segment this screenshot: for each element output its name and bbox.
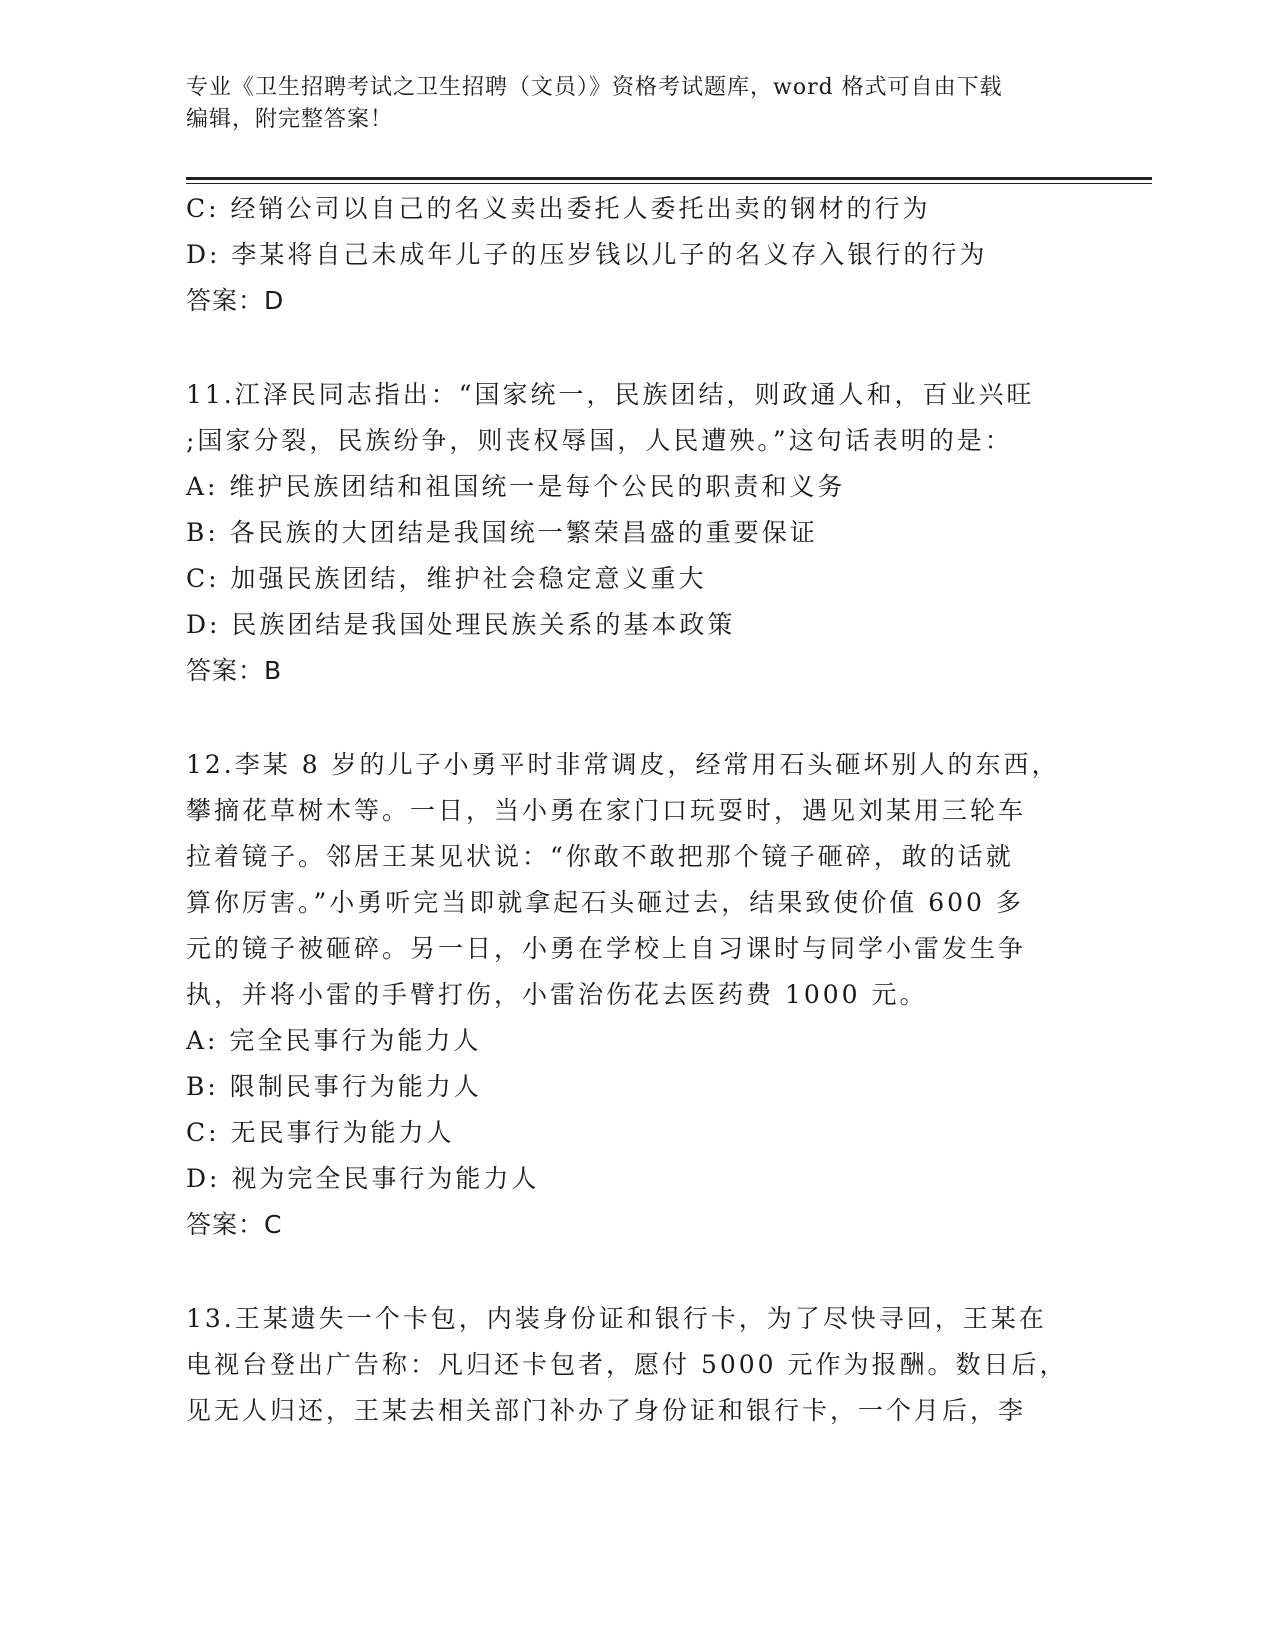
- header-rule-thick: [186, 177, 1152, 180]
- question-stem-line: 电视台登出广告称：凡归还卡包者，愿付 5000 元作为报酬。数日后，: [186, 1350, 1068, 1379]
- question-11: [186, 372, 1086, 694]
- question-stem-line: 执，并将小雷的手臂打伤，小雷治伤花去医药费 1000 元。: [186, 980, 928, 1009]
- answer-line: 答案：B: [186, 656, 283, 685]
- question-stem-line: 算你厉害。”小勇听完当即就拿起石头砸过去，结果致使价值 600 多: [186, 888, 1024, 917]
- page-header: [186, 72, 1076, 136]
- question-stem-line: 13.王某遗失一个卡包，内装身份证和银行卡，为了尽快寻回，王某在: [186, 1304, 1047, 1333]
- spacer: [186, 324, 1086, 372]
- question-12: [186, 742, 1086, 1248]
- header-rule-thin: [186, 183, 1152, 184]
- header-line-1: 专业《卫生招聘考试之卫生招聘（文员）》资格考试题库，word 格式可自由下载: [186, 75, 1003, 100]
- question-stem-line: 元的镜子被砸碎。另一日，小勇在学校上自习课时与同学小雷发生争: [186, 934, 1027, 963]
- question-stem-line: 11.江泽民同志指出：“国家统一，民族团结，则政通人和，百业兴旺: [186, 380, 1035, 409]
- spacer: [186, 694, 1086, 742]
- question-stem-line: 拉着镜子。邻居王某见状说：“你敢不敢把那个镜子砸碎，敢的话就: [186, 842, 1014, 871]
- option-c: C: 加强民族团结，维护社会稳定意义重大: [186, 564, 707, 593]
- option-d: D: 民族团结是我国处理民族关系的基本政策: [186, 610, 736, 639]
- header-line-2: 编辑，附完整答案！: [186, 107, 394, 132]
- question-13: [186, 1296, 1086, 1434]
- question-stem-line: ;国家分裂，民族纷争，则丧权辱国，人民遭殃。”这句话表明的是：: [186, 426, 1013, 455]
- option-b: B: 各民族的大团结是我国统一繁荣昌盛的重要保证: [186, 518, 818, 547]
- question-stem-line: 攀摘花草树木等。一日，当小勇在家门口玩耍时，遇见刘某用三轮车: [186, 796, 1027, 825]
- option-a: A: 完全民事行为能力人: [186, 1026, 482, 1055]
- option-b: B: 限制民事行为能力人: [186, 1072, 482, 1101]
- option-a: A: 维护民族团结和祖国统一是每个公民的职责和义务: [186, 472, 846, 501]
- question-content: [186, 186, 1086, 1434]
- answer-line: 答案：C: [186, 1210, 283, 1239]
- option-c: C: 无民事行为能力人: [186, 1118, 455, 1147]
- option-d: D: 李某将自己未成年儿子的压岁钱以儿子的名义存入银行的行为: [186, 240, 988, 269]
- question-stem-line: 12.李某 8 岁的儿子小勇平时非常调皮，经常用石头砸坏别人的东西，: [186, 750, 1060, 779]
- question-stem-line: 见无人归还，王某去相关部门补办了身份证和银行卡，一个月后，李: [186, 1396, 1027, 1425]
- option-c: C: 经销公司以自己的名义卖出委托人委托出卖的钢材的行为: [186, 194, 931, 223]
- option-d: D: 视为完全民事行为能力人: [186, 1164, 540, 1193]
- question-10-tail: [186, 186, 1086, 324]
- spacer: [186, 1248, 1086, 1296]
- answer-line: 答案：D: [186, 286, 285, 315]
